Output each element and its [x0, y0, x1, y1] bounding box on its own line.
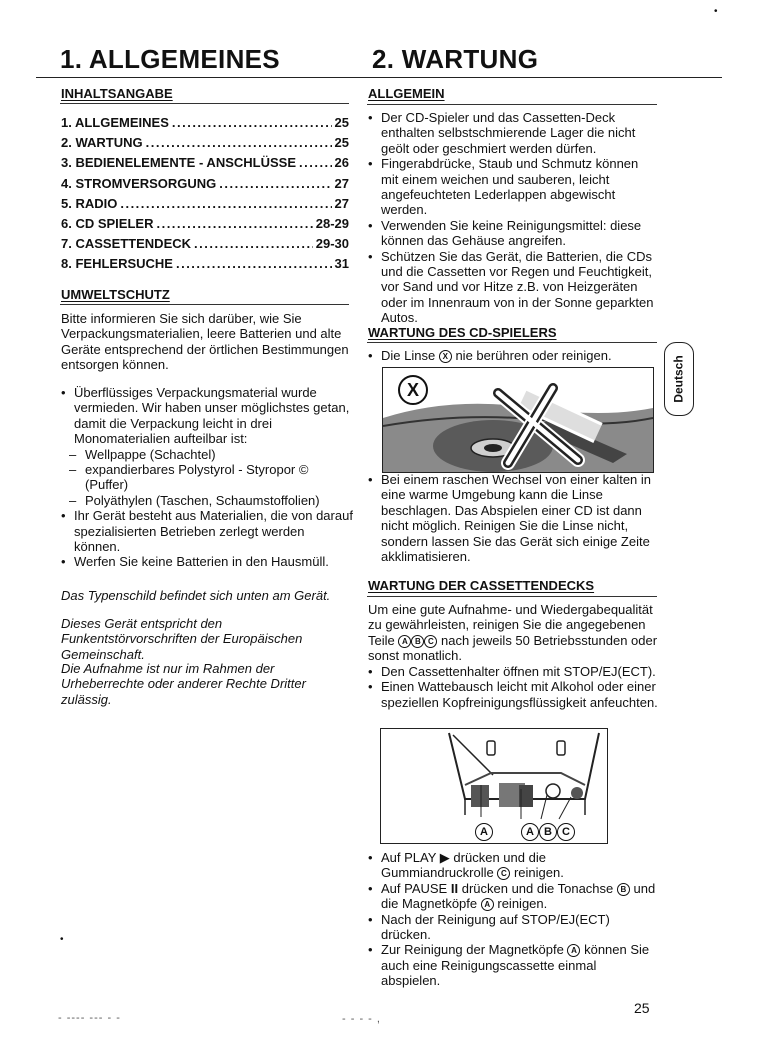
copyright-note: Die Aufnahme ist nur im Rahmen der Urheberrechte oder anderer Rechte Dritter zulässig.	[61, 661, 306, 707]
env-list	[61, 385, 353, 570]
general-bullet: • Schützen Sie das Gerät, die Batterien, die CDs und die Cassetten vor Regen und Feuchtigkeit, vor Sand und vor Hitze z.B. von Heizgeräten oder im Innenraum von in der Sonne geparkten Autos.	[368, 249, 658, 326]
general-bullet: • Fingerabdrücke, Staub und Schmutz können mit einem weichen und sauberen, leicht angefeuchteten Lederlappen abgewischt werden.	[368, 156, 658, 218]
toc-entry[interactable]: 6. CD SPIELER ..... 28-29	[61, 214, 349, 234]
cd-list-1	[368, 348, 658, 363]
x-circle-icon: X	[439, 350, 452, 363]
cassette-bullet: • Den Cassettenhalter öffnen mit STOP/EJ(ECT).	[368, 664, 658, 679]
toc-entry[interactable]: 1. ALLGEMEINES ..... 25	[61, 113, 349, 133]
toc-entry[interactable]: 2. WARTUNG ..... 25	[61, 133, 349, 153]
toc-heading: INHALTSANGABE	[61, 86, 173, 101]
c-circle-icon: C	[497, 867, 510, 880]
table-of-contents	[61, 113, 349, 275]
general-list	[368, 110, 658, 326]
cassette-bullet: • Einen Wattebausch leicht mit Alkohol oder einer speziellen Kopfreinigungsflüssigkeit anfeuchten.	[368, 679, 658, 710]
cd-heading: WARTUNG DES CD-SPIELERS	[368, 325, 557, 340]
toc-entry[interactable]: 4. STROMVERSORGUNG ..... 27	[61, 174, 349, 194]
cassette-step: • Auf PAUSE II drücken und die Tonachse B und die Magnetköpfe A reinigen.	[368, 881, 658, 912]
env-bullet: • Überflüssiges Verpackungsmaterial wurde vermieden. Wir haben unser möglichstes getan, damit die Verpackung leicht in drei Monomaterialien aufteilbar ist: – Wellpappe (Schachtel) – expandierbares Polystyrol - Styropor © (Puffer) – Polyäthylen (Taschen, Schaumstoffolien)	[61, 385, 353, 508]
cassette-list-1	[368, 664, 658, 710]
env-sub-item: – Wellpappe (Schachtel)	[61, 447, 353, 462]
env-sub-item: – expandierbares Polystyrol - Styropor © (Puffer)	[61, 462, 353, 493]
cd-bullet: • Die Linse X nie berühren oder reinigen.	[368, 348, 658, 363]
a-circle-icon: A	[481, 898, 494, 911]
a-circle-icon: A	[567, 944, 580, 957]
corner-mark: •	[714, 6, 718, 17]
title-rule	[36, 77, 722, 78]
toc-heading-rule	[60, 103, 349, 104]
env-bullet: • Werfen Sie keine Batterien in den Hausmüll.	[61, 554, 353, 569]
cd-lens-figure	[382, 367, 654, 473]
left-title: 1. ALLGEMEINES	[60, 44, 280, 74]
cassette-step: • Zur Reinigung der Magnetköpfe A können Sie auch eine Reinigungscassette einmal abspielen.	[368, 942, 658, 988]
cassette-step: • Auf PLAY ▶ drücken und die Gummiandruckrolle C reinigen.	[368, 850, 658, 881]
toc-entry[interactable]: 8. FEHLERSUCHE ..... 31	[61, 254, 349, 274]
a-circle-icon: A	[398, 635, 411, 648]
pause-icon: II	[450, 880, 459, 896]
b-circle-icon: B	[539, 823, 557, 841]
footer-center-marks: - - - - ,	[342, 1013, 381, 1025]
language-tab-label: Deutsch	[672, 355, 686, 403]
cassette-step: • Nach der Reinigung auf STOP/EJ(ECT) drücken.	[368, 912, 658, 943]
cassette-list-2	[368, 850, 658, 989]
b-circle-icon: B	[411, 635, 424, 648]
c-circle-icon: C	[424, 635, 437, 648]
cd-heading-rule	[367, 342, 657, 343]
cassette-heading-rule	[367, 596, 657, 597]
right-title: 2. WARTUNG	[372, 44, 539, 74]
c-circle-icon: C	[557, 823, 575, 841]
cassette-heading: WARTUNG DER CASSETTENDECKS	[368, 578, 595, 593]
page-number: 25	[634, 1000, 650, 1016]
emc-note: Dieses Gerät entspricht den Funkentstörvorschriften der Europäischen Gemeinschaft.	[61, 616, 303, 662]
toc-entry[interactable]: 5. RADIO ..... 27	[61, 194, 349, 214]
a-circle-icon: A	[475, 823, 493, 841]
toc-entry[interactable]: 3. BEDIENELEMENTE - ANSCHLÜSSE ..... 26	[61, 153, 349, 173]
cassette-deck-figure	[380, 728, 608, 844]
a-circle-icon: A	[521, 823, 539, 841]
env-sub-item: – Polyäthylen (Taschen, Schaumstoffolien)	[61, 493, 353, 508]
general-heading-rule	[367, 104, 657, 105]
footer-left-marks: - ---- --- - -	[58, 1012, 121, 1024]
cd-bullet: • Bei einem raschen Wechsel von einer kalten in eine warme Umgebung kann die Linse beschlagen. Das Abspielen einer CD ist dann nicht möglich. Reinigen Sie die Linse nicht, sondern lassen Sie das Gerät sich einige Zeite akklimatisieren.	[368, 472, 658, 564]
play-icon: ▶	[439, 850, 450, 865]
bottom-left-mark: •	[60, 934, 64, 945]
toc-entry[interactable]: 7. CASSETTENDECK ..... 29-30	[61, 234, 349, 254]
general-heading: ALLGEMEIN	[368, 86, 445, 101]
env-intro: Bitte informieren Sie sich darüber, wie Sie Verpackungsmaterialien, leere Batterien und alte Geräte entsprechend der örtlichen Bestimmungen entsorgen können.	[61, 311, 349, 373]
env-heading-rule	[60, 304, 349, 305]
env-heading: UMWELTSCHUTZ	[61, 287, 170, 302]
env-bullet: • Ihr Gerät besteht aus Materialien, die von darauf spezialisierten Betrieben zerlegt werden können.	[61, 508, 353, 554]
general-bullet: • Der CD-Spieler und das Cassetten-Deck enthalten selbstschmierende Lager die nicht geölt oder geschmiert werden dürfen.	[368, 110, 658, 156]
language-tab[interactable]	[664, 342, 694, 416]
cd-list-2	[368, 472, 658, 564]
general-bullet: • Verwenden Sie keine Reinigungsmittel: diese können das Gehäuse angreifen.	[368, 218, 658, 249]
type-plate-note: Das Typenschild befindet sich unten am Gerät.	[61, 588, 331, 603]
cd-figure-label: X	[406, 380, 419, 400]
cassette-intro: Um eine gute Aufnahme- und Wiedergabequalität zu gewährleisten, reinigen Sie die angegebenen Teile A B C nach jeweils 50 Betriebsstunden oder sonst monatlich.	[368, 602, 658, 664]
b-circle-icon: B	[617, 883, 630, 896]
